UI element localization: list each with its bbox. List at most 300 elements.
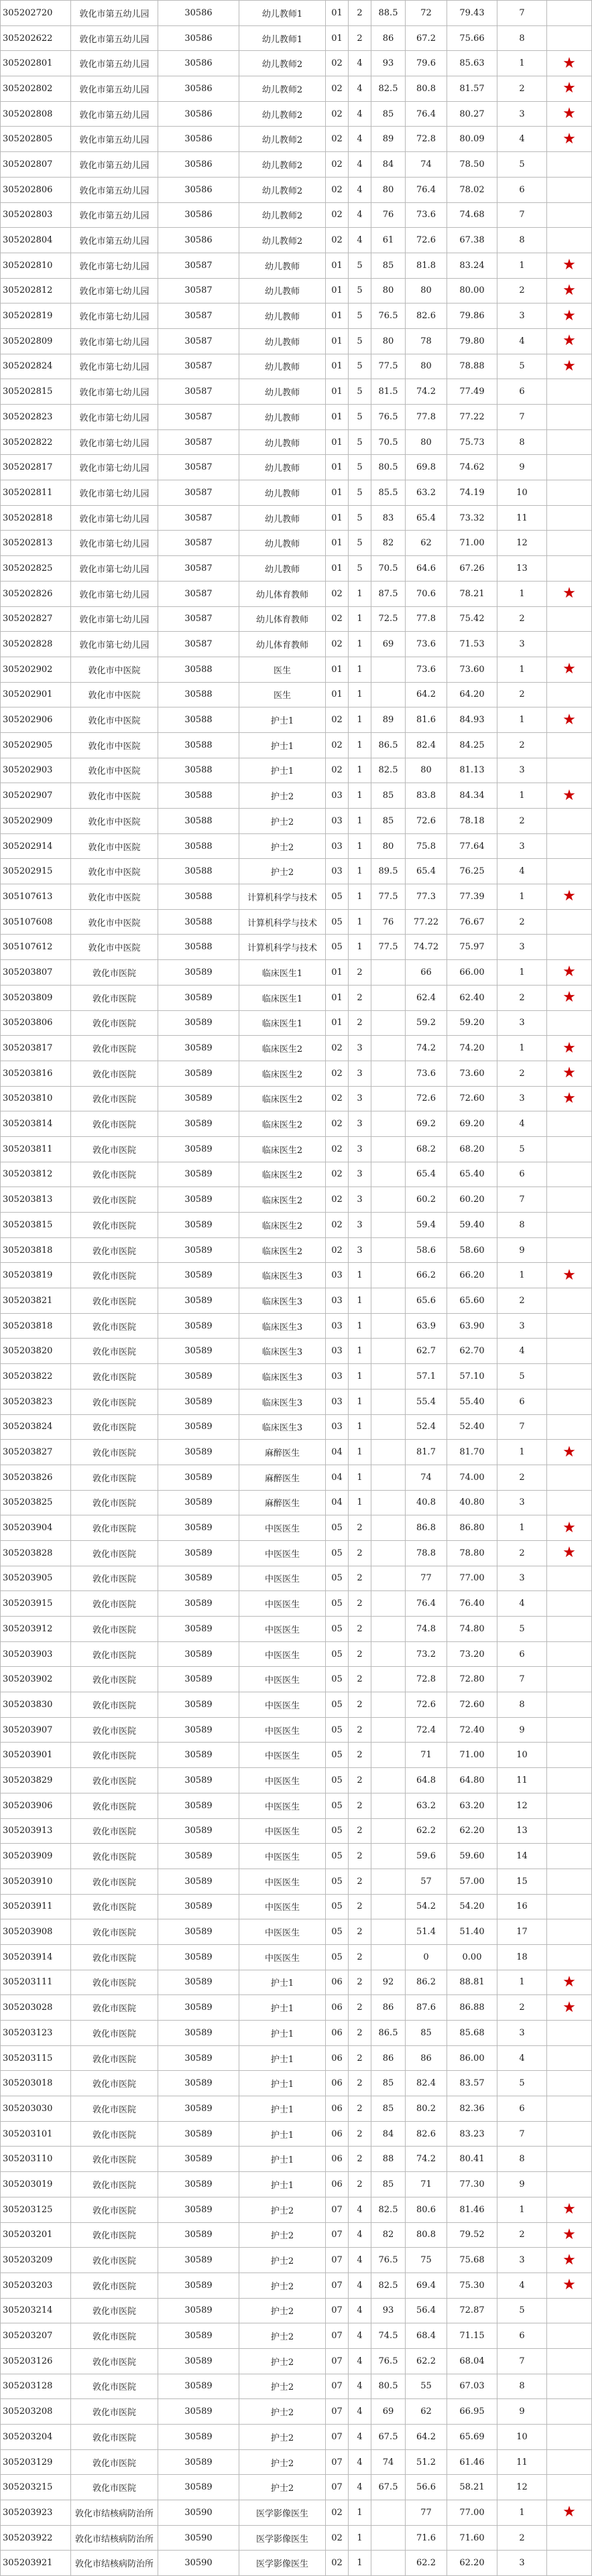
position-code-cell: 05	[326, 1515, 349, 1541]
interview-score-cell: 62	[406, 531, 447, 556]
total-score-cell: 60.20	[447, 1187, 497, 1213]
employer-name-cell: 敦化市医院	[71, 1641, 158, 1667]
employer-code-cell: 30587	[158, 455, 239, 480]
table-row	[1, 1364, 592, 1389]
hiring-quota-cell: 3	[349, 1061, 371, 1086]
interview-score-cell: 66.2	[406, 1263, 447, 1288]
position-code-cell: 03	[326, 833, 349, 859]
employer-code-cell: 30589	[158, 1339, 239, 1364]
total-score-cell: 72.60	[447, 1692, 497, 1718]
position-name-cell: 护士1	[239, 2172, 326, 2197]
written-score-cell	[371, 1844, 406, 1869]
position-name-cell: 中医医生	[239, 1515, 326, 1541]
hiring-quota-cell: 5	[349, 354, 371, 379]
hiring-quota-cell: 4	[349, 2248, 371, 2273]
position-name-cell: 幼儿教师2	[239, 152, 326, 178]
rank-cell: 3	[497, 758, 547, 783]
candidate-id-cell: 305202824	[1, 354, 71, 379]
employer-name-cell: 敦化市第七幼儿园	[71, 429, 158, 455]
selected-mark-cell	[547, 935, 592, 960]
position-code-cell: 02	[326, 228, 349, 253]
employer-name-cell: 敦化市中医院	[71, 909, 158, 935]
position-code-cell: 02	[326, 1036, 349, 1061]
employer-code-cell: 30586	[158, 1, 239, 26]
table-row	[1, 2222, 592, 2248]
selected-mark-cell	[547, 278, 592, 303]
interview-score-cell: 62.7	[406, 1339, 447, 1364]
position-code-cell: 01	[326, 328, 349, 354]
hiring-quota-cell: 4	[349, 2298, 371, 2323]
selected-mark-cell	[547, 1440, 592, 1465]
employer-name-cell: 敦化市医院	[71, 2348, 158, 2374]
table-row	[1, 455, 592, 480]
candidate-id-cell: 305203819	[1, 1263, 71, 1288]
selected-mark-cell	[547, 732, 592, 758]
candidate-id-cell: 305203812	[1, 1162, 71, 1187]
position-code-cell: 01	[326, 455, 349, 480]
total-score-cell: 77.00	[447, 1566, 497, 1591]
employer-code-cell: 30589	[158, 1743, 239, 1768]
rank-cell: 6	[497, 2096, 547, 2122]
hiring-quota-cell: 2	[349, 1667, 371, 1692]
hiring-quota-cell: 2	[349, 25, 371, 51]
position-code-cell: 02	[326, 606, 349, 632]
employer-code-cell: 30589	[158, 1692, 239, 1718]
employer-name-cell: 敦化市医院	[71, 1869, 158, 1894]
rank-cell: 8	[497, 2147, 547, 2172]
table-row	[1, 1869, 592, 1894]
selected-mark-cell	[547, 76, 592, 102]
selected-mark-cell	[547, 1263, 592, 1288]
interview-score-cell: 85	[406, 2021, 447, 2046]
position-name-cell: 医生	[239, 657, 326, 682]
employer-name-cell: 敦化市中医院	[71, 833, 158, 859]
written-score-cell: 77.5	[371, 354, 406, 379]
position-code-cell: 03	[326, 1313, 349, 1339]
written-score-cell: 77.5	[371, 935, 406, 960]
employer-name-cell: 敦化市第七幼儿园	[71, 480, 158, 506]
table-row	[1, 657, 592, 682]
hiring-quota-cell: 1	[349, 2500, 371, 2526]
selected-mark-cell	[547, 1136, 592, 1162]
employer-name-cell: 敦化市医院	[71, 1768, 158, 1793]
employer-code-cell: 30587	[158, 354, 239, 379]
rank-cell: 8	[497, 2374, 547, 2399]
total-score-cell: 83.57	[447, 2071, 497, 2096]
table-row	[1, 2273, 592, 2298]
selected-mark-cell	[547, 985, 592, 1010]
position-name-cell: 幼儿教师2	[239, 76, 326, 102]
candidate-id-cell: 305203825	[1, 1490, 71, 1515]
rank-cell: 2	[497, 1465, 547, 1490]
written-score-cell: 69	[371, 632, 406, 657]
total-score-cell: 73.60	[447, 1061, 497, 1086]
position-name-cell: 临床医生2	[239, 1061, 326, 1086]
table-row	[1, 1540, 592, 1566]
position-name-cell: 中医医生	[239, 1641, 326, 1667]
rank-cell: 5	[497, 1617, 547, 1642]
hiring-quota-cell: 2	[349, 1818, 371, 1844]
selected-mark-cell	[547, 1187, 592, 1213]
selected-mark-cell	[547, 1213, 592, 1238]
candidate-id-cell: 305203215	[1, 2475, 71, 2500]
position-code-cell: 05	[326, 1692, 349, 1718]
position-name-cell: 幼儿教师2	[239, 101, 326, 127]
selected-mark-cell	[547, 1389, 592, 1414]
position-code-cell: 05	[326, 1793, 349, 1818]
interview-score-cell: 81.8	[406, 253, 447, 278]
rank-cell: 6	[497, 177, 547, 202]
hiring-quota-cell: 3	[349, 1237, 371, 1263]
position-name-cell: 幼儿体育教师	[239, 581, 326, 606]
selected-mark-cell	[547, 1617, 592, 1642]
table-row	[1, 328, 592, 354]
table-row	[1, 884, 592, 910]
candidate-id-cell: 305203806	[1, 1010, 71, 1036]
position-code-cell: 02	[326, 1237, 349, 1263]
rank-cell: 6	[497, 1389, 547, 1414]
hiring-quota-cell: 2	[349, 1515, 371, 1541]
candidate-id-cell: 305203128	[1, 2374, 71, 2399]
total-score-cell: 75.68	[447, 2248, 497, 2273]
written-score-cell: 86	[371, 25, 406, 51]
rank-cell: 2	[497, 76, 547, 102]
interview-score-cell: 54.2	[406, 1894, 447, 1919]
total-score-cell: 86.88	[447, 1995, 497, 2021]
total-score-cell: 77.22	[447, 405, 497, 430]
employer-code-cell: 30590	[158, 2525, 239, 2551]
selected-mark-cell	[547, 2425, 592, 2450]
rank-cell: 1	[497, 1036, 547, 1061]
hiring-quota-cell: 2	[349, 1641, 371, 1667]
candidate-id-cell: 305202811	[1, 480, 71, 506]
total-score-cell: 75.66	[447, 25, 497, 51]
total-score-cell: 79.80	[447, 328, 497, 354]
position-name-cell: 幼儿教师2	[239, 51, 326, 76]
position-name-cell: 幼儿教师	[239, 429, 326, 455]
employer-name-cell: 敦化市第七幼儿园	[71, 405, 158, 430]
position-name-cell: 护士2	[239, 2248, 326, 2273]
rank-cell: 3	[497, 2551, 547, 2576]
employer-code-cell: 30589	[158, 1036, 239, 1061]
position-name-cell: 护士2	[239, 833, 326, 859]
position-name-cell: 临床医生3	[239, 1414, 326, 1440]
table-row	[1, 732, 592, 758]
employer-code-cell: 30589	[158, 1641, 239, 1667]
employer-code-cell: 30589	[158, 1515, 239, 1541]
selected-mark-cell	[547, 1667, 592, 1692]
employer-name-cell: 敦化市医院	[71, 2045, 158, 2071]
rank-cell: 16	[497, 1894, 547, 1919]
employer-name-cell: 敦化市第五幼儿园	[71, 101, 158, 127]
interview-score-cell: 57	[406, 1869, 447, 1894]
employer-name-cell: 敦化市医院	[71, 1086, 158, 1111]
rank-cell: 12	[497, 531, 547, 556]
candidate-id-cell: 305202907	[1, 783, 71, 809]
position-name-cell: 护士1	[239, 2096, 326, 2122]
interview-score-cell: 79.6	[406, 51, 447, 76]
candidate-id-cell: 305203905	[1, 1566, 71, 1591]
selected-mark-cell	[547, 2197, 592, 2222]
position-name-cell: 医生	[239, 682, 326, 707]
interview-score-cell: 67.2	[406, 25, 447, 51]
employer-code-cell: 30589	[158, 2374, 239, 2399]
position-name-cell: 护士2	[239, 859, 326, 884]
star-icon: ★	[563, 1089, 576, 1107]
interview-score-cell: 77.8	[406, 606, 447, 632]
position-code-cell: 02	[326, 1061, 349, 1086]
employer-code-cell: 30588	[158, 783, 239, 809]
rank-cell: 2	[497, 682, 547, 707]
interview-score-cell: 59.4	[406, 1213, 447, 1238]
table-row	[1, 1793, 592, 1818]
hiring-quota-cell: 2	[349, 1591, 371, 1617]
hiring-quota-cell: 5	[349, 429, 371, 455]
position-name-cell: 幼儿教师	[239, 354, 326, 379]
candidate-id-cell: 305202906	[1, 707, 71, 733]
table-row	[1, 379, 592, 405]
hiring-quota-cell: 2	[349, 1768, 371, 1793]
selected-mark-cell	[547, 1591, 592, 1617]
rank-cell: 12	[497, 1793, 547, 1818]
total-score-cell: 55.40	[447, 1389, 497, 1414]
employer-code-cell: 30589	[158, 1970, 239, 1995]
employer-code-cell: 30589	[158, 1768, 239, 1793]
candidate-id-cell: 305202805	[1, 127, 71, 152]
employer-name-cell: 敦化市医院	[71, 1213, 158, 1238]
hiring-quota-cell: 4	[349, 202, 371, 228]
written-score-cell: 87.5	[371, 581, 406, 606]
position-name-cell: 幼儿教师1	[239, 1, 326, 26]
selected-mark-cell	[547, 556, 592, 582]
hiring-quota-cell: 4	[349, 2425, 371, 2450]
interview-score-cell: 62.4	[406, 985, 447, 1010]
total-score-cell: 86.80	[447, 1515, 497, 1541]
employer-name-cell: 敦化市中医院	[71, 935, 158, 960]
employer-name-cell: 敦化市第七幼儿园	[71, 531, 158, 556]
rank-cell: 1	[497, 1970, 547, 1995]
hiring-quota-cell: 2	[349, 1944, 371, 1970]
employer-code-cell: 30589	[158, 1465, 239, 1490]
candidate-id-cell: 305202825	[1, 556, 71, 582]
table-row	[1, 354, 592, 379]
total-score-cell: 67.03	[447, 2374, 497, 2399]
written-score-cell	[371, 1111, 406, 1137]
total-score-cell: 57.00	[447, 1869, 497, 1894]
rank-cell: 1	[497, 783, 547, 809]
employer-name-cell: 敦化市医院	[71, 1818, 158, 1844]
position-name-cell: 护士2	[239, 2197, 326, 2222]
employer-name-cell: 敦化市医院	[71, 1036, 158, 1061]
hiring-quota-cell: 4	[349, 177, 371, 202]
employer-code-cell: 30589	[158, 2475, 239, 2500]
rank-cell: 10	[497, 480, 547, 506]
rank-cell: 2	[497, 1995, 547, 2021]
position-name-cell: 临床医生2	[239, 1036, 326, 1061]
table-row	[1, 101, 592, 127]
position-code-cell: 01	[326, 556, 349, 582]
interview-score-cell: 72.6	[406, 809, 447, 834]
position-code-cell: 07	[326, 2449, 349, 2475]
employer-name-cell: 敦化市中医院	[71, 783, 158, 809]
total-score-cell: 67.26	[447, 556, 497, 582]
position-code-cell: 02	[326, 707, 349, 733]
written-score-cell: 82.5	[371, 758, 406, 783]
table-row	[1, 859, 592, 884]
rank-cell: 9	[497, 2172, 547, 2197]
table-row	[1, 1389, 592, 1414]
written-score-cell: 85	[371, 809, 406, 834]
table-body	[1, 1, 592, 2576]
position-name-cell: 幼儿教师1	[239, 25, 326, 51]
written-score-cell: 85	[371, 2071, 406, 2096]
total-score-cell: 71.60	[447, 2525, 497, 2551]
selected-mark-cell	[547, 1162, 592, 1187]
star-icon: ★	[563, 661, 576, 678]
hiring-quota-cell: 1	[349, 2525, 371, 2551]
employer-code-cell: 30589	[158, 1162, 239, 1187]
table-row	[1, 2045, 592, 2071]
position-code-cell: 03	[326, 1389, 349, 1414]
rank-cell: 5	[497, 1136, 547, 1162]
total-score-cell: 59.60	[447, 1844, 497, 1869]
employer-name-cell: 敦化市医院	[71, 2374, 158, 2399]
position-name-cell: 护士2	[239, 809, 326, 834]
employer-name-cell: 敦化市中医院	[71, 809, 158, 834]
interview-score-cell: 0	[406, 1944, 447, 1970]
interview-score-cell: 74.2	[406, 2147, 447, 2172]
rank-cell: 18	[497, 1944, 547, 1970]
employer-name-cell: 敦化市医院	[71, 1743, 158, 1768]
employer-name-cell: 敦化市医院	[71, 2475, 158, 2500]
selected-mark-cell	[547, 405, 592, 430]
position-code-cell: 07	[326, 2323, 349, 2349]
rank-cell: 3	[497, 1490, 547, 1515]
hiring-quota-cell: 2	[349, 1743, 371, 1768]
position-code-cell: 01	[326, 1, 349, 26]
interview-score-cell: 62.2	[406, 2551, 447, 2576]
total-score-cell: 71.15	[447, 2323, 497, 2349]
hiring-quota-cell: 4	[349, 76, 371, 102]
position-code-cell: 03	[326, 859, 349, 884]
hiring-quota-cell: 2	[349, 1793, 371, 1818]
table-row	[1, 1036, 592, 1061]
written-score-cell	[371, 985, 406, 1010]
rank-cell: 10	[497, 2425, 547, 2450]
employer-name-cell: 敦化市医院	[71, 1944, 158, 1970]
rank-cell: 4	[497, 1591, 547, 1617]
interview-score-cell: 59.2	[406, 1010, 447, 1036]
employer-code-cell: 30589	[158, 1995, 239, 2021]
selected-mark-cell	[547, 1036, 592, 1061]
position-code-cell: 02	[326, 1187, 349, 1213]
written-score-cell: 72.5	[371, 606, 406, 632]
employer-code-cell: 30588	[158, 833, 239, 859]
rank-cell: 4	[497, 328, 547, 354]
table-row	[1, 2374, 592, 2399]
position-name-cell: 中医医生	[239, 1717, 326, 1743]
interview-score-cell: 62.2	[406, 2348, 447, 2374]
selected-mark-cell	[547, 1490, 592, 1515]
selected-mark-cell	[547, 379, 592, 405]
interview-score-cell: 78	[406, 328, 447, 354]
employer-name-cell: 敦化市医院	[71, 1540, 158, 1566]
rank-cell: 9	[497, 2399, 547, 2425]
position-code-cell: 03	[326, 1414, 349, 1440]
rank-cell: 2	[497, 278, 547, 303]
employer-name-cell: 敦化市医院	[71, 1061, 158, 1086]
total-score-cell: 72.80	[447, 1667, 497, 1692]
selected-mark-cell	[547, 101, 592, 127]
candidate-id-cell: 305203909	[1, 1844, 71, 1869]
selected-mark-cell	[547, 1, 592, 26]
total-score-cell: 63.90	[447, 1313, 497, 1339]
position-code-cell: 01	[326, 354, 349, 379]
selected-mark-cell	[547, 429, 592, 455]
candidate-id-cell: 305203129	[1, 2449, 71, 2475]
total-score-cell: 66.20	[447, 1263, 497, 1288]
star-icon: ★	[563, 963, 576, 981]
written-score-cell: 84	[371, 152, 406, 178]
rank-cell: 1	[497, 884, 547, 910]
interview-score-cell: 69.4	[406, 2273, 447, 2298]
selected-mark-cell	[547, 707, 592, 733]
written-score-cell	[371, 1339, 406, 1364]
candidate-id-cell: 305203019	[1, 2172, 71, 2197]
written-score-cell: 81.5	[371, 379, 406, 405]
candidate-id-cell: 305203906	[1, 1793, 71, 1818]
position-code-cell: 07	[326, 2425, 349, 2450]
position-code-cell: 05	[326, 935, 349, 960]
interview-score-cell: 76.4	[406, 101, 447, 127]
hiring-quota-cell: 1	[349, 1465, 371, 1490]
selected-mark-cell	[547, 1414, 592, 1440]
employer-code-cell: 30587	[158, 303, 239, 329]
candidate-id-cell: 305203126	[1, 2348, 71, 2374]
star-icon: ★	[563, 357, 576, 375]
hiring-quota-cell: 1	[349, 707, 371, 733]
interview-score-cell: 74.8	[406, 1617, 447, 1642]
selected-mark-cell	[547, 960, 592, 986]
candidate-id-cell: 305202720	[1, 1, 71, 26]
table-row	[1, 2525, 592, 2551]
employer-code-cell: 30589	[158, 1591, 239, 1617]
total-score-cell: 71.00	[447, 1743, 497, 1768]
hiring-quota-cell: 2	[349, 985, 371, 1010]
written-score-cell	[371, 1389, 406, 1414]
written-score-cell: 76	[371, 909, 406, 935]
selected-mark-cell	[547, 606, 592, 632]
table-row	[1, 2096, 592, 2122]
employer-name-cell: 敦化市医院	[71, 1389, 158, 1414]
interview-score-cell: 80.8	[406, 2222, 447, 2248]
hiring-quota-cell: 2	[349, 2045, 371, 2071]
position-code-cell: 05	[326, 1540, 349, 1566]
written-score-cell: 84	[371, 2121, 406, 2147]
interview-score-cell: 74.2	[406, 379, 447, 405]
interview-score-cell: 65.4	[406, 859, 447, 884]
candidate-id-cell: 305203115	[1, 2045, 71, 2071]
table-row	[1, 2348, 592, 2374]
selected-mark-cell	[547, 1061, 592, 1086]
total-score-cell: 77.49	[447, 379, 497, 405]
position-name-cell: 护士2	[239, 2298, 326, 2323]
interview-score-cell: 72.8	[406, 1667, 447, 1692]
hiring-quota-cell: 3	[349, 1213, 371, 1238]
table-row	[1, 405, 592, 430]
table-row	[1, 1894, 592, 1919]
candidate-id-cell: 305202828	[1, 632, 71, 657]
